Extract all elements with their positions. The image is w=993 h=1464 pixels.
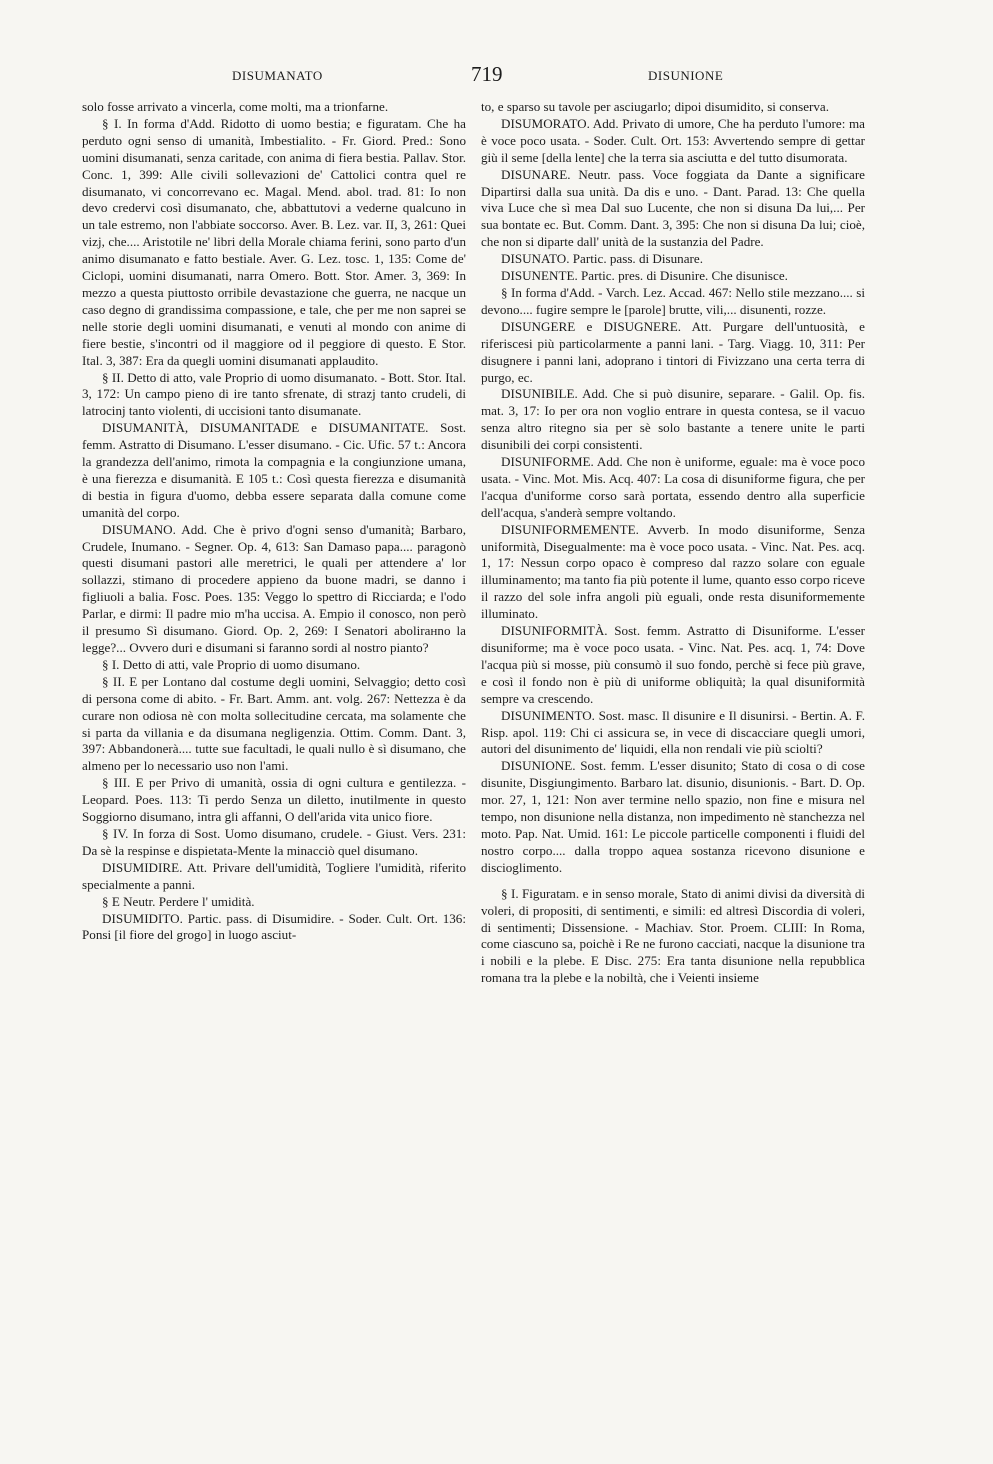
entry-paragraph: DISUMIDIRE. Att. Privare dell'umidità, Togliere l'umidità, riferito specialmente a panni.	[82, 859, 466, 892]
left-column	[82, 99, 466, 944]
entry-paragraph: § IV. In forza di Sost. Uomo disumano, crudele. - Giust. Vers. 231: Da sè la respinse e dispietata-Mente la minacciò quel disumano.	[82, 825, 466, 858]
entry-paragraph: DISUNGERE e DISUGNERE. Att. Purgare dell'untuosità, e riferiscesi più particolarmente a panni lani. - Targ. Viagg. 10, 311: Per disugnere i panni lani, adoprano i tintori di Fivizzano una certa terra di purgo, ec.	[481, 318, 865, 385]
entry-paragraph: solo fosse arrivato a vincerla, come molti, ma a trionfarne.	[82, 99, 389, 114]
entry-paragraph: DISUNIONE. Sost. femm. L'esser disunito; Stato di cosa o di cose disunite, Disgiungimento. Barbaro lat. disunio, disunionis. - Bart. D. Op. mor. 27, 1, 121: Non aver termine nello spazio, non fine e misura nel tempo, non disunione nella distanza, non impedimento nè stanchezza nel moto. Pap. Nat. Umid. 161: Le piccole particelle componenti i fluidi del nostro corpo.... dalla troppo aquea sostanza ricevono disunione e discioglimento.	[481, 758, 865, 875]
running-head-left: DISUMANATO	[232, 68, 323, 83]
right-column	[481, 99, 865, 987]
entry-paragraph: to, e sparso su tavole per asciugarlo; dipoi disumidito, si conserva.	[481, 99, 830, 114]
entry-paragraph: § II. E per Lontano dal costume degli uomini, Selvaggio; detto così di persona come di abito. - Fr. Bart. Amm. ant. volg. 267: Nettezza è da curare non odiosa nè con molta sollecitudine cercata, ma solamente che si parta da villania e da disumana negligenzia. Ottim. Comm. Dant. 3, 397: Abbandonerà.... tutte sue facultadi, le quali nullo è sì disumano, che almeno per lo necessario uso non l'ami.	[82, 673, 466, 774]
running-head-right: DISUNIONE	[648, 68, 724, 83]
entry-paragraph: DISUMANITÀ, DISUMANITADE e DISUMANITATE. Sost. femm. Astratto di Disumano. L'esser disumano. - Cic. Ufic. 57 t.: Ancora la grandezza dell'animo, rimota la compagnia e la congiunzione umana, è una fierezza e disumanità. E 105 t.: Così questa fierezza e disumanità di bestia in figura d'uomo, debba essere separata dalla comune come umanità del corpo.	[82, 420, 466, 520]
entry-paragraph: DISUNIFORMEMENTE. Avverb. In modo disuniforme, Senza uniformità, Disegualmente: ma è voce poco usata. - Vinc. Nat. Pes. acq. 1, 17: Nessun corpo opaco è compreso dal razzo solare con eguale illuminamento; ma tanto fia più potente il lume, quanto esso corpo riceve il razzo del sole infra angoli più eguali, onde resta disuniformemente illuminato.	[481, 521, 865, 622]
entry-paragraph: DISUNIFORMITÀ. Sost. femm. Astratto di Disuniforme. L'esser disuniforme; ma è voce poco usata. - Vinc. Nat. Pes. acq. 1, 74: Dove l'acqua più si mosse, più consumò il suo fondo, perchè si fece più grave, e così il fondo non è più di uniforme obliquità; la qual disuniformità sempre va crescendo.	[481, 623, 865, 706]
entry-paragraph: § In forma d'Add. - Varch. Lez. Accad. 467: Nello stile mezzano.... si devono.... fugire sempre le [parole] brutte, vili,... disunenti, rozze.	[481, 284, 865, 317]
entry-paragraph: DISUNIFORME. Add. Che non è uniforme, eguale: ma è voce poco usata. - Vinc. Mot. Mis. Acq. 407: La cosa di disuniforme figura, che per l'acqua d'uniforme corso sarà portata, essendo dentro alla superficie dell'acqua, s'anderà sempre voltando.	[481, 454, 865, 520]
entry-paragraph: § I. Figuratam. e in senso morale, Stato di animi divisi da diversità di voleri, di propositi, di sentimenti, e simili: ed altresì Discordia di voleri, di sentimenti; Dissensione. - Machiav. Stor. Proem. CLIII: In Roma, come ciascuno sa, poichè i Re ne furono cacciati, nacque la disunione tra i nobili e la plebe. E Disc. 275: Era tanta disunione nella repubblica romana tra la plebe e la nobiltà, che i Veienti insieme	[481, 885, 865, 986]
entry-paragraph: DISUNARE. Neutr. pass. Voce foggiata da Dante a significare Dipartirsi dalla sua unità. Da dis e uno. - Dant. Parad. 13: Che quella viva Luce che sì mea Dal suo Lucente, che non si disuna Da lui,... Per sua bontate ec. But. Comm. Dant. 3, 395: Che non si disuna Da lui; cioè, che non si diparte dall' unità de la sustanzia del Padre.	[481, 166, 865, 250]
entry-paragraph: § III. E per Privo di umanità, ossia di ogni cultura e gentilezza. - Leopard. Poes. 113: Ti perdo Senza un diletto, inutilmente in questo Soggiorno disumano, intra gli affanni, O dell'arida vita unico fiore.	[82, 775, 466, 825]
entry-paragraph: DISUNENTE. Partic. pres. di Disunire. Che disunisce.	[501, 268, 788, 284]
entry-paragraph: DISUMORATO. Add. Privato di umore, Che ha perduto l'umore: ma è voce poco usata. - Soder. Cult. Ort. 153: Avvertendo sempre di gettar giù il seme [della lente] che la terra sia asciutta e del tutto disumorata.	[481, 115, 865, 165]
entry-paragraph: DISUMIDITO. Partic. pass. di Disumidire. - Soder. Cult. Ort. 136: Ponsi [il fiore del grogo] in luogo asciut-	[82, 910, 466, 943]
entry-paragraph: DISUNATO. Partic. pass. di Disunare.	[501, 251, 703, 267]
entry-paragraph: DISUNIBILE. Add. Che si può disunire, separare. - Galil. Op. fis. mat. 3, 17: Io per ora non voglio entrare in questa contesa, se il vacuo senza altro ritegno sia per sè solo bastante a tenere unite le parti disunibili dei corpi consistenti.	[481, 386, 865, 453]
entry-paragraph: § I. Detto di atti, vale Proprio di uomo disumano.	[102, 656, 361, 672]
page-number: 719	[471, 62, 503, 86]
page-header	[84, 62, 864, 92]
entry-paragraph: DISUNIMENTO. Sost. masc. Il disunire e Il disunirsi. - Bertin. A. F. Risp. apol. 119: Chi ci assicura se, in vece di discacciare quegli umori, autori del disunimento de' liquidi, ella non rendali vie più sciolti?	[481, 707, 865, 757]
entry-paragraph: § I. In forma d'Add. Ridotto di uomo bestia; e figuratam. Che ha perduto ogni senso di umanità, Imbestialito. - Fr. Giord. Pred.: Sono uomini disumanati, senza caritade, con anima di fiera bestia. Pallav. Stor. Conc. 1, 399: Alle civili sollevazioni de' Cattolici contra quel re disumanato, vi concorrevano ec. Magal. Mend. abol. trad. 81: Io non devo credervi così disumanato, che, abbattutovi a vederne qualcuno in un tale estremo, non l'abbiate soccorso. Aver. B. Lez. var. II, 3, 261: Quei vizj, che.... Aristotile ne' libri della Morale chiama ferini, sono parto d'un animo disumanato e fatto bestiale. Aver. G. Lez. tosc. 1, 135: Come de' Ciclopi, uomini disumanati, narra Omero. Bott. Stor. Amer. 3, 369: In mezzo a questa piuttosto orribile devastazione che guerra, ne nacque un caso degno di grandissima compassione, e tale, che per me non saprei se nelle storie degli uomini disumanati, e venuti al mondo con anime di fiere bestie, s'incontri od il maggiore od il peggiore di questo. E Stor. Ital. 3, 387: Era da quegli uomini disumanati applaudito.	[82, 115, 466, 368]
entry-paragraph: DISUMANO. Add. Che è privo d'ogni senso d'umanità; Barbaro, Crudele, Inumano. - Segner. Op. 4, 613: San Damaso papa.... paragonò questi disumani pastori alle meretrici, le quali per attendere a' lor sollazzi, stimano di procedere appieno da buone madri, se danno i figliuoli a balia. Fosc. Poes. 135: Veggo lo spettro di Ricciarda; e l'odo Parlar, e dirmi: Il padre mio m'ha uccisa. A. Empio il conosco, non però il presumo Sì disumano. Giord. Op. 2, 269: I Senatori abolirанno la legge?... Ovvero duri e disumani si faranno sordi al nostro pianto?	[82, 521, 466, 655]
entry-paragraph: § II. Detto di atto, vale Proprio di uomo disumanato. - Bott. Stor. Ital. 3, 172: Un campo pieno di ire tanto sfrenate, di strazj tanto crudeli, di latrocinj tanto violenti, di uccisioni tanto disumanate.	[82, 369, 466, 419]
entry-paragraph: § E Neutr. Perdere l' umidità.	[102, 893, 255, 909]
